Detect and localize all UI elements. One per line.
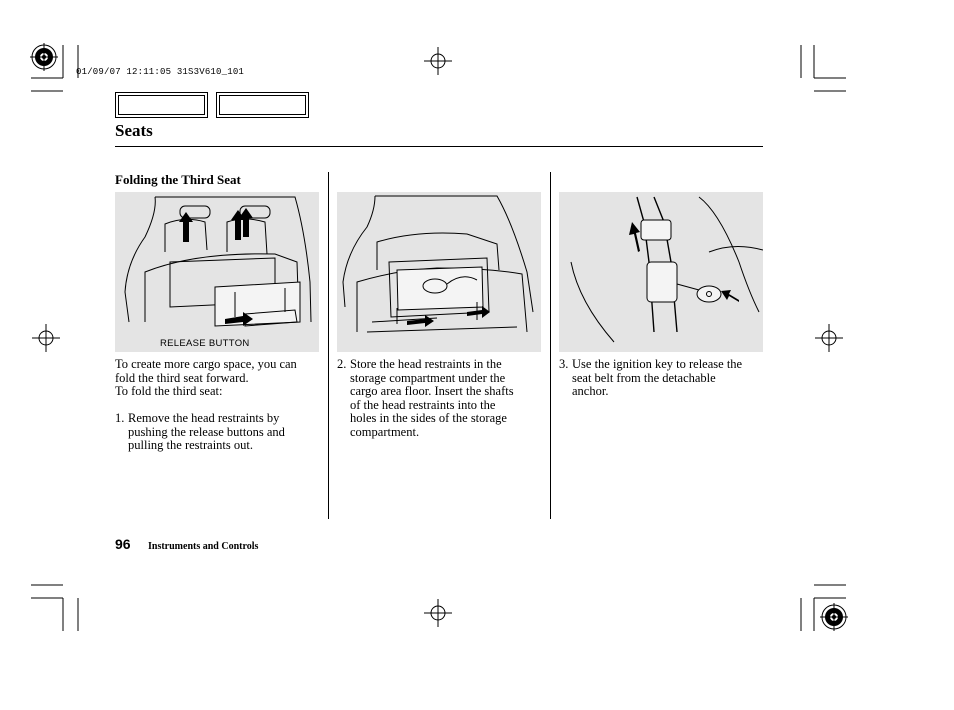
step-line: pushing the release buttons and xyxy=(128,424,285,439)
step-number: 3. xyxy=(559,357,569,371)
step-number: 2. xyxy=(337,357,347,371)
starburst-mark-top-left xyxy=(30,43,58,71)
column-2-text xyxy=(337,358,545,439)
cargo-headrest-removal-icon xyxy=(115,192,319,352)
seatbelt-key-release-icon xyxy=(559,192,763,352)
registration-mark-bottom xyxy=(424,599,452,627)
registration-mark-right xyxy=(815,324,843,352)
registration-mark-top xyxy=(424,47,452,75)
step-line: Store the head restraints in the xyxy=(350,357,502,371)
step-line: Use the ignition key to release the xyxy=(572,357,743,371)
step-line: holes in the sides of the storage xyxy=(350,411,507,425)
figure-headrest-removal xyxy=(115,192,319,352)
print-timestamp: 01/09/07 12:11:05 31S3V610_101 xyxy=(76,67,245,77)
step-line: pulling the restraints out. xyxy=(128,438,253,452)
page-title: Seats xyxy=(115,121,153,140)
section-heading: Folding the Third Seat xyxy=(115,172,241,187)
footer-section-name: Instruments and Controls xyxy=(148,541,259,552)
intro-line: fold the third seat forward. xyxy=(115,370,249,385)
figure-callout-release-button: RELEASE BUTTON xyxy=(160,338,250,349)
column-divider-2 xyxy=(550,172,551,519)
step-line: anchor. xyxy=(572,384,609,398)
page-number: 96 xyxy=(115,536,131,552)
step-1 xyxy=(115,412,323,453)
figure-seatbelt-release xyxy=(559,192,763,352)
step-line: Remove the head restraints by xyxy=(128,411,280,425)
step-line: seat belt from the detachable xyxy=(572,370,716,385)
column-1-text xyxy=(115,358,323,453)
step-3 xyxy=(559,358,769,399)
starburst-mark-bottom-right xyxy=(820,603,848,631)
step-line: storage compartment under the xyxy=(350,370,506,385)
header-tab-1 xyxy=(115,92,208,118)
intro-line: To fold the third seat: xyxy=(115,384,223,398)
column-divider-1 xyxy=(328,172,329,519)
step-number: 1. xyxy=(115,411,125,425)
header-tab-2 xyxy=(216,92,309,118)
figure-headrest-storage xyxy=(337,192,541,352)
step-line: of the head restraints into the xyxy=(350,397,496,412)
cargo-headrest-storage-icon xyxy=(337,192,541,352)
column-3-text xyxy=(559,358,769,399)
registration-mark-left xyxy=(32,324,60,352)
step-line: cargo area floor. Insert the shafts xyxy=(350,384,514,398)
intro-line: To create more cargo space, you can xyxy=(115,357,297,371)
step-2 xyxy=(337,358,545,439)
title-divider xyxy=(115,146,763,147)
step-line: compartment. xyxy=(350,424,420,439)
